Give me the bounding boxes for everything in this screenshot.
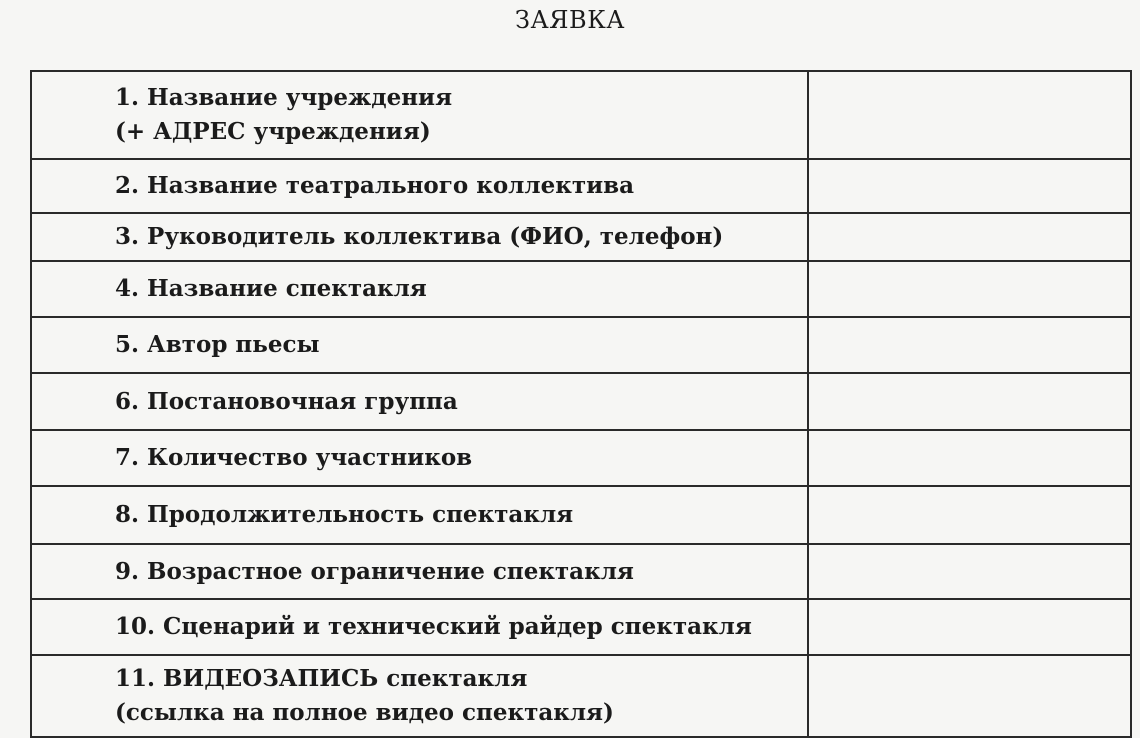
table-row xyxy=(31,317,1131,373)
field-value-cell[interactable] xyxy=(808,261,1131,317)
table-row xyxy=(31,544,1131,599)
field-label-cell xyxy=(31,430,808,486)
field-label: 2. Название театрального коллектива xyxy=(115,172,635,199)
field-value-cell[interactable] xyxy=(808,373,1131,430)
table-row xyxy=(31,486,1131,544)
field-label-cell xyxy=(31,71,808,159)
field-label: 4. Название спектакля xyxy=(115,275,427,302)
table-row xyxy=(31,213,1131,261)
field-label-cell xyxy=(31,317,808,373)
field-label-cell xyxy=(31,159,808,213)
table-row xyxy=(31,71,1131,159)
field-label: 9. Возрастное ограничение спектакля xyxy=(115,557,634,585)
field-label: 3. Руководитель коллектива (ФИО, телефон) xyxy=(115,223,724,250)
field-value-cell[interactable] xyxy=(808,599,1131,655)
field-label-cell xyxy=(31,655,808,737)
field-label: 6. Постановочная группа xyxy=(115,387,458,415)
field-label-cell xyxy=(31,544,808,599)
field-label: 5. Автор пьесы xyxy=(115,331,320,358)
field-value-cell[interactable] xyxy=(808,655,1131,737)
table-row xyxy=(31,655,1131,737)
form-title: ЗАЯВКА xyxy=(515,6,625,34)
field-value-cell[interactable] xyxy=(808,71,1131,159)
table-row xyxy=(31,159,1131,213)
field-label-cell xyxy=(31,373,808,430)
field-label-cell xyxy=(31,486,808,544)
field-label-cell xyxy=(31,213,808,261)
field-value-cell[interactable] xyxy=(808,213,1131,261)
table-row xyxy=(31,373,1131,430)
field-value-cell[interactable] xyxy=(808,544,1131,599)
field-label: 8. Продолжительность спектакля xyxy=(115,501,574,528)
field-label: 11. ВИДЕОЗАПИСЬ спектакля (ссылка на полное видео спектакля) xyxy=(115,665,614,726)
field-label: 7. Количество участников xyxy=(115,444,473,471)
table-row xyxy=(31,430,1131,486)
field-label-cell xyxy=(31,261,808,317)
field-label: 10. Сценарий и технический райдер спектакля xyxy=(115,613,752,640)
table-row xyxy=(31,261,1131,317)
field-label: 1. Название учреждения (+ АДРЕС учреждения) xyxy=(115,84,453,145)
table-row xyxy=(31,599,1131,655)
field-label-cell xyxy=(31,599,808,655)
field-value-cell[interactable] xyxy=(808,317,1131,373)
field-value-cell[interactable] xyxy=(808,159,1131,213)
field-value-cell[interactable] xyxy=(808,486,1131,544)
field-value-cell[interactable] xyxy=(808,430,1131,486)
application-form-table xyxy=(30,70,1132,738)
